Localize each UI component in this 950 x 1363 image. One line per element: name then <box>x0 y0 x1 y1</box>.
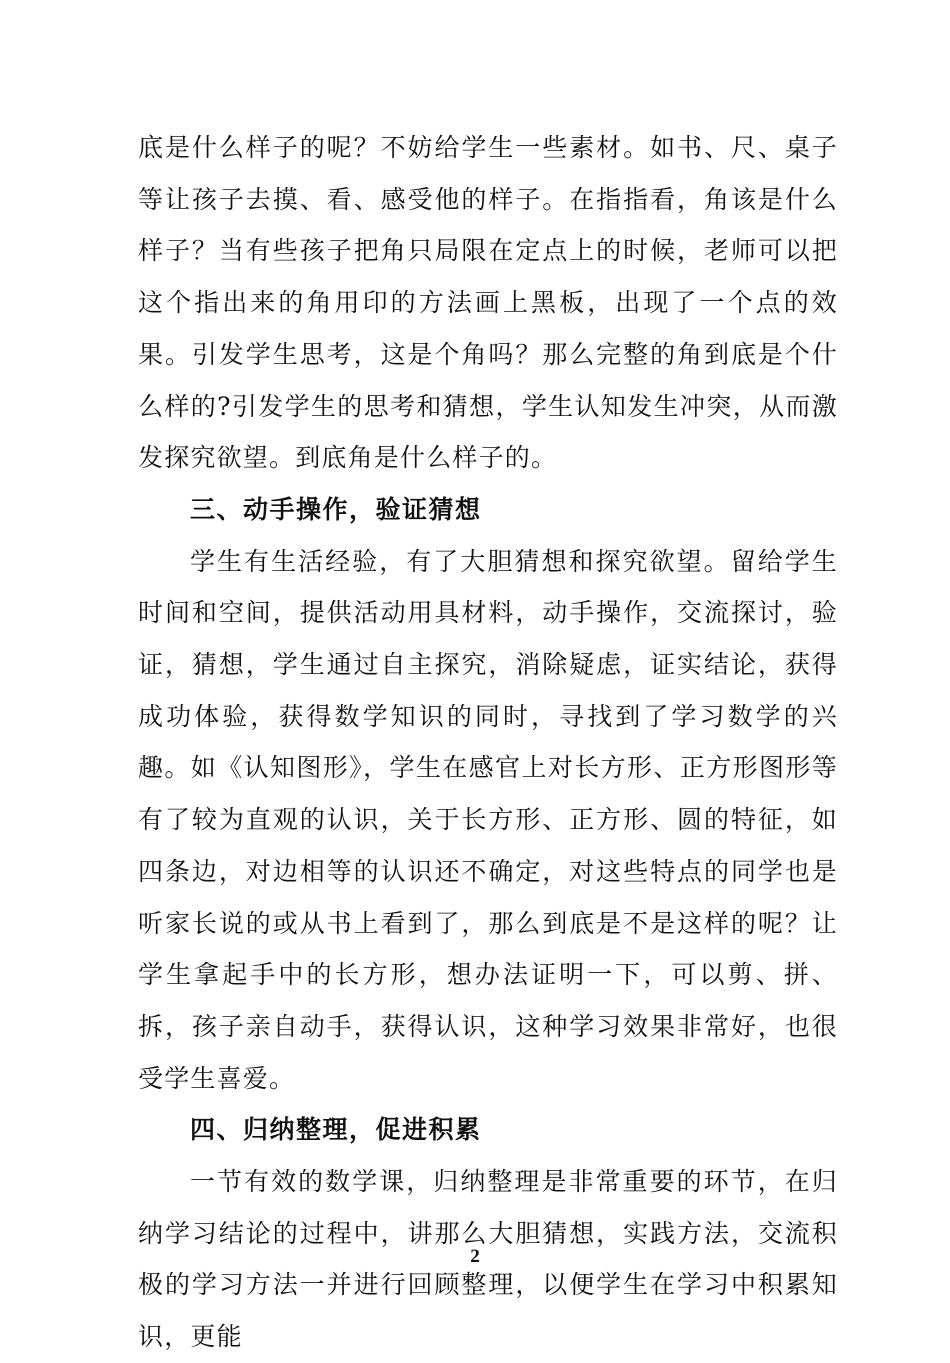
section-heading: 四、归纳整理，促进积累 <box>190 1115 482 1145</box>
page-number: 2 <box>470 1246 480 1267</box>
section-heading: 三、动手操作，验证猜想 <box>190 494 482 524</box>
page-body <box>138 122 838 1363</box>
body-paragraph: 底是什么样子的呢？不妨给学生一些素材。如书、尺、桌子等让孩子去摸、看、感受他的样子。在指指看，角该是什么样子？当有些孩子把角只局限在定点上的时候，老师可以把这个指出来的角用印的方法画上黑板，出现了一个点的效果。引发学生思考，这是个角吗？那么完整的角到底是个什么样的?引发学生的思考和猜想，学生认知发生冲突，从而激发探究欲望。到底角是什么样子的。 <box>138 133 838 473</box>
body-paragraph: 一节有效的数学课，归纳整理是非常重要的环节，在归纳学习结论的过程中，讲那么大胆猜想，实践方法，交流积极的学习方法一并进行回顾整理，以便学生在学习中积累知识，更能 <box>138 1167 838 1352</box>
body-paragraph: 学生有生活经验，有了大胆猜想和探究欲望。留给学生时间和空间，提供活动用具材料，动手操作，交流探讨，验证，猜想，学生通过自主探究，消除疑虑，证实结论，获得成功体验，获得数学知识的同时，寻找到了学习数学的兴趣。如《认知图形》，学生在感官上对长方形、正方形图形等有了较为直观的认识，关于长方形、正方形、圆的特征，如四条边，对边相等的认识还不确定，对这些特点的同学也是听家长说的或从书上看到了，那么到底是不是这样的呢？让学生拿起手中的长方形，想办法证明一下，可以剪、拼、拆，孩子亲自动手，获得认识，这种学习效果非常好，也很受学生喜爱。 <box>138 546 838 1093</box>
